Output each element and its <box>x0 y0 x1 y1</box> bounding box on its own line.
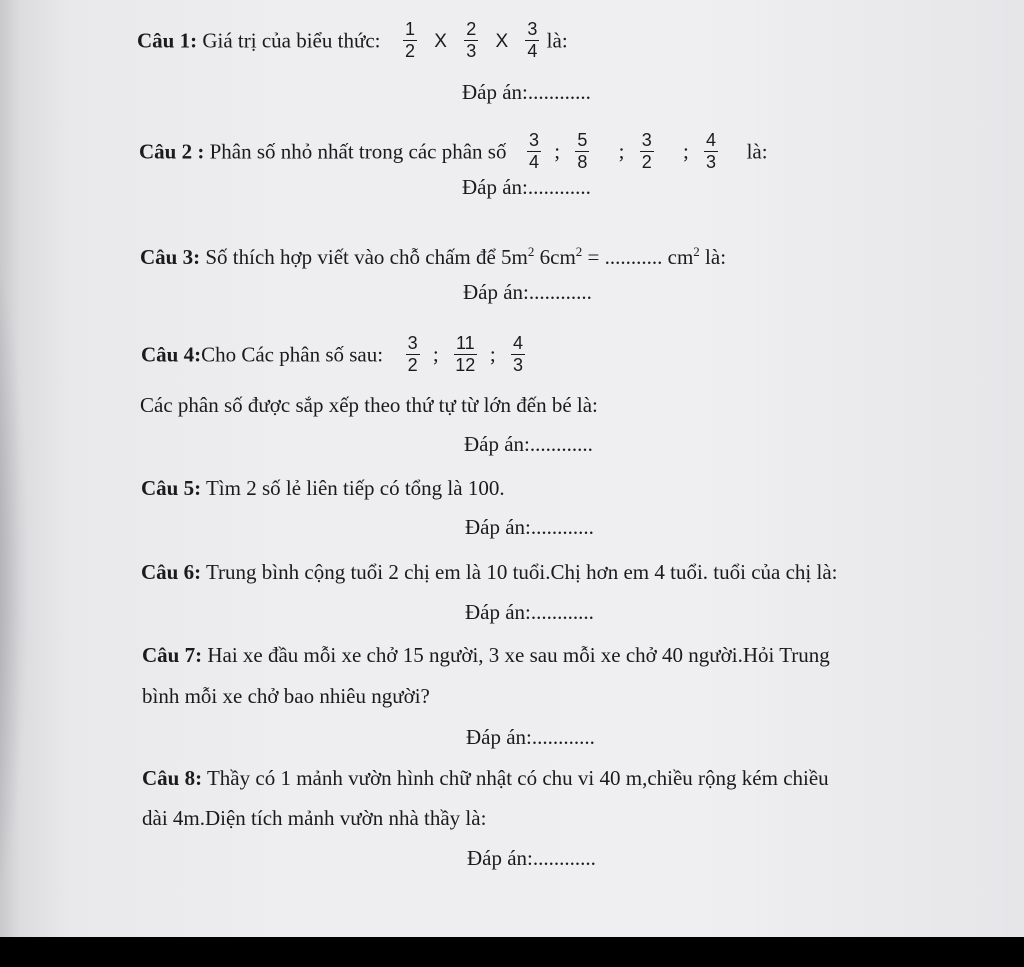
question-7-label: Câu 7: <box>142 643 203 667</box>
separator: ; <box>432 342 439 367</box>
question-5 <box>141 476 505 500</box>
question-7-text: Hai xe đầu mỗi xe chở 15 người, 3 xe sau mỗi xe chở 40 người.Hỏi Trung <box>202 643 830 667</box>
answer-blank-6[interactable]: Đáp án:............ <box>465 600 594 624</box>
question-1-label: Câu 1: <box>137 28 198 53</box>
question-2-text: Phân số nhỏ nhất trong các phân số <box>209 139 507 164</box>
question-5-text: Tìm 2 số lẻ liên tiếp có tổng là 100. <box>205 476 505 500</box>
fraction: $\frac{4}{3}$ <box>706 130 717 172</box>
fraction: $\frac{3}{2}$ <box>407 333 418 375</box>
question-1-ending: là: <box>546 28 568 53</box>
fraction: $\frac{11}{12}$ <box>455 333 476 375</box>
question-3-ending: là: <box>699 245 727 269</box>
question-3 <box>140 240 726 269</box>
fraction: $\frac{5}{8}$ <box>577 130 588 172</box>
answer-blank-3[interactable]: Đáp án:............ <box>463 280 592 304</box>
multiply-operator: X <box>495 31 509 53</box>
answer-blank-5[interactable]: Đáp án:............ <box>465 515 594 539</box>
question-2-ending: là: <box>746 139 768 164</box>
answer-blank-7[interactable]: Đáp án:............ <box>466 725 595 749</box>
question-4-label: Câu 4: <box>141 342 202 367</box>
fraction: $\frac{4}{3}$ <box>512 333 523 375</box>
question-1 <box>137 19 568 63</box>
question-7 <box>142 643 830 667</box>
question-4-line-2: Các phân số được sắp xếp theo thứ tự từ lớn đến bé là: <box>140 393 598 417</box>
question-4 <box>141 333 527 377</box>
fraction: $\frac{3}{4}$ <box>527 19 538 61</box>
question-5-label: Câu 5: <box>141 476 202 500</box>
question-6 <box>141 560 838 584</box>
question-7-line-2: bình mỗi xe chở bao nhiêu người? <box>142 684 430 708</box>
answer-blank-1[interactable]: Đáp án:............ <box>462 80 591 104</box>
fraction: $\frac{3}{4}$ <box>528 130 539 172</box>
multiply-operator: X <box>434 31 447 53</box>
answer-blank-2[interactable]: Đáp án:............ <box>462 175 591 199</box>
separator: ; <box>682 139 689 164</box>
question-3-part2: 6cm <box>534 245 576 269</box>
question-3-text: Số thích hợp viết vào chỗ chấm để 5m <box>205 245 528 269</box>
question-8 <box>142 766 829 790</box>
question-8-label: Câu 8: <box>142 766 203 790</box>
question-3-label: Câu 3: <box>140 245 201 269</box>
question-2-label: Câu 2 : <box>139 139 205 164</box>
question-1-text: Giá trị của biểu thức: <box>202 28 381 53</box>
answer-blank-8[interactable]: Đáp án:............ <box>467 846 596 870</box>
bottom-black-bar <box>0 937 1024 967</box>
superscript: 2 <box>575 244 583 259</box>
superscript: 2 <box>527 244 535 259</box>
separator: ; <box>489 342 496 367</box>
question-6-text: Trung bình cộng tuổi 2 chị em là 10 tuổi.Chị hơn em 4 tuổi. tuổi của chị là: <box>205 560 838 584</box>
question-4-text: Cho Các phân số sau: <box>201 342 384 367</box>
paper-shadow <box>0 180 30 937</box>
separator: ; <box>554 139 561 164</box>
superscript: 2 <box>693 244 700 259</box>
fraction: $\frac{3}{2}$ <box>641 130 652 172</box>
question-2 <box>139 130 768 174</box>
question-8-line-2: dài 4m.Diện tích mảnh vườn nhà thầy là: <box>142 806 487 830</box>
question-6-label: Câu 6: <box>141 560 202 584</box>
fraction: $\frac{2}{3}$ <box>466 19 477 61</box>
answer-blank-4[interactable]: Đáp án:............ <box>464 432 593 456</box>
separator: ; <box>618 139 625 164</box>
question-8-text: Thầy có 1 mảnh vườn hình chữ nhật có chu vi 40 m,chiều rộng kém chiều <box>206 766 829 790</box>
question-3-part3: = ........... cm <box>582 245 694 269</box>
fraction: $\frac{1}{2}$ <box>405 19 416 61</box>
